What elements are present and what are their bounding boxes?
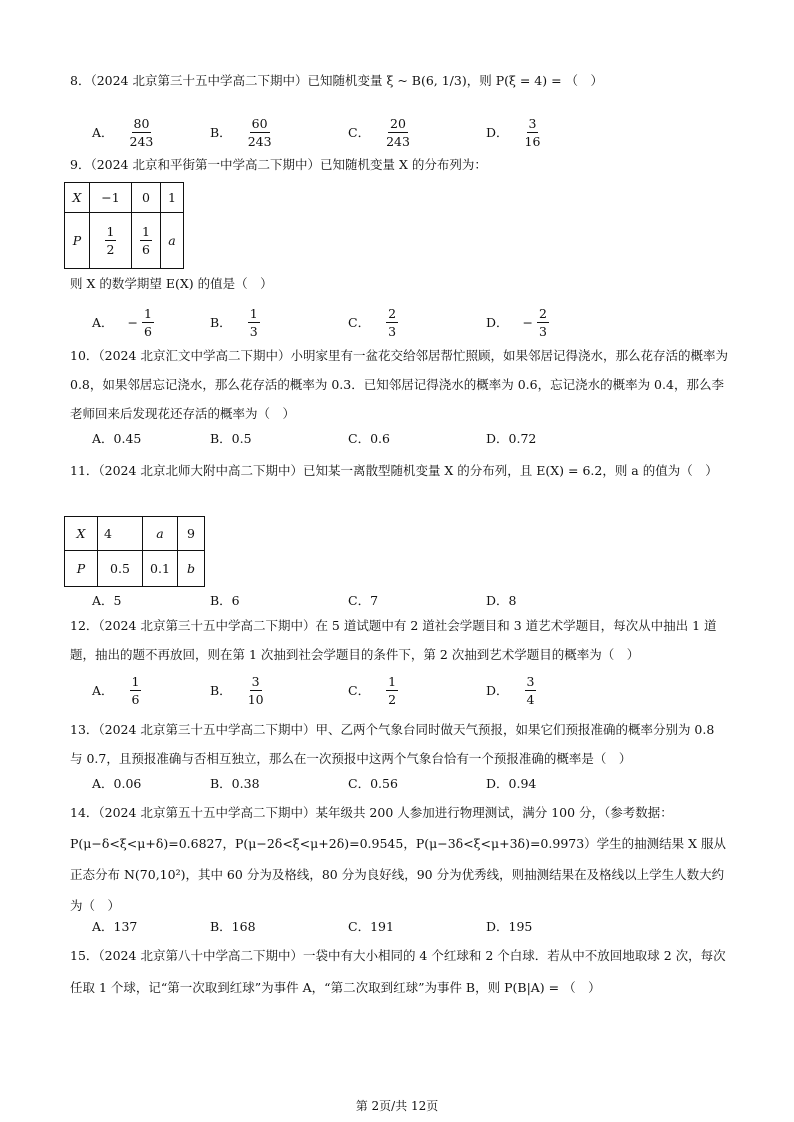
question-8-stem: 8．（2024 北京第三十五中学高二下期中）已知随机变量 ξ ~ B(6, 1/3)，则 P(ξ = 4) = （ ）	[70, 73, 604, 88]
page-number: 第 2页/共 12页	[355, 1099, 439, 1113]
option-b[interactable]: B． $\frac{1}{3}$	[210, 305, 258, 339]
option-a[interactable]: A．5	[92, 593, 122, 608]
table-cell: 0	[132, 183, 161, 213]
option-d[interactable]: D．0.72	[486, 431, 537, 446]
question-11-options	[92, 590, 712, 610]
option-a[interactable]: A． − $\frac{1}{6}$	[92, 305, 152, 339]
table-cell: $\frac{1}{6}$	[132, 213, 161, 269]
question-9-followup: 则 X 的数学期望 E(X) 的值是（ ）	[70, 276, 273, 291]
fraction: $\frac{3}{16}$	[524, 115, 541, 149]
option-b[interactable]: B．6	[210, 593, 240, 608]
option-d[interactable]: D．8	[486, 593, 517, 608]
distribution-table-q11	[64, 516, 205, 587]
option-c[interactable]: C．0.56	[348, 776, 398, 791]
option-c[interactable]: C． $\frac{2}{3}$	[348, 305, 397, 339]
question-10-stem: 10．（2024 北京汇文中学高二下期中）小明家里有一盆花交给邻居帮忙照顾，如果邻居记得浇水，那么花存活的概率为 0.8，如果邻居忘记浇水，那么花存活的概率为 0.3．已知邻居记得浇水的概率为 0.6，忘记浇水的概率为 0.4，那么李老师回来后发现花还存活的概率为（ ）	[70, 348, 728, 421]
table-cell: 4	[98, 517, 143, 551]
option-c[interactable]: C．191	[348, 919, 394, 934]
fraction: $\frac{60}{243}$	[247, 115, 272, 149]
table-cell: −1	[90, 183, 132, 213]
option-b[interactable]: B． $\frac{60}{243}$	[210, 115, 272, 149]
question-14-options	[92, 915, 712, 937]
fraction: $\frac{1}{2}$	[388, 673, 397, 707]
table-cell: X	[65, 517, 98, 551]
option-b[interactable]: B．0.5	[210, 431, 252, 446]
option-a[interactable]: A． $\frac{80}{243}$	[92, 115, 154, 149]
option-d[interactable]: D． $\frac{3}{4}$	[486, 673, 535, 707]
fraction: $\frac{20}{243}$	[386, 115, 410, 149]
option-b[interactable]: B． $\frac{3}{10}$	[210, 673, 264, 707]
question-9-stem: 9．（2024 北京和平街第一中学高二下期中）已知随机变量 X 的分布列为：	[70, 157, 487, 172]
table-cell: P	[65, 213, 90, 269]
option-a[interactable]: A． $\frac{1}{6}$	[92, 673, 140, 707]
option-a[interactable]: A．0.45	[92, 431, 142, 446]
option-c[interactable]: C．0.6	[348, 431, 390, 446]
table-cell: a	[143, 517, 178, 551]
fraction: $\frac{3}{4}$	[526, 673, 535, 707]
fraction: $\frac{2}{3}$	[539, 305, 547, 339]
fraction: $\frac{2}{3}$	[388, 305, 397, 339]
option-b[interactable]: B．168	[210, 919, 256, 934]
table-cell: 1	[161, 183, 184, 213]
question-12-options	[92, 670, 712, 710]
table-cell: 9	[178, 517, 205, 551]
option-c[interactable]: C．7	[348, 593, 379, 608]
option-d[interactable]: D． − $\frac{2}{3}$	[486, 305, 547, 339]
fraction: $\frac{1}{3}$	[249, 305, 258, 339]
option-a[interactable]: A．0.06	[92, 776, 142, 791]
fraction: $\frac{80}{243}$	[129, 115, 154, 149]
table-cell: 0.1	[143, 551, 178, 587]
question-13-options	[92, 772, 712, 794]
question-8-options	[92, 112, 712, 152]
question-11-stem: 11．（2024 北京北师大附中高二下期中）已知某一离散型随机变量 X 的分布列，且 E(X) = 6.2，则 a 的值为（ ）	[70, 463, 718, 478]
option-a[interactable]: A．137	[92, 919, 138, 934]
question-9-options	[92, 302, 712, 342]
option-d[interactable]: D． $\frac{3}{16}$	[486, 115, 541, 149]
fraction: $\frac{1}{6}$	[131, 673, 140, 707]
table-cell: b	[178, 551, 205, 587]
table-cell: 0.5	[98, 551, 143, 587]
option-d[interactable]: D．0.94	[486, 776, 537, 791]
fraction: $\frac{3}{10}$	[247, 673, 264, 707]
question-12-stem: 12．（2024 北京第三十五中学高二下期中）在 5 道试题中有 2 道社会学题目和 3 道艺术学题目，每次从中抽出 1 道题，抽出的题不再放回，则在第 1 次抽到社会学题目的条件下，第 2 次抽到艺术学题目的概率为（ ）	[70, 618, 717, 662]
option-b[interactable]: B．0.38	[210, 776, 260, 791]
question-15-stem: 15．（2024 北京第八十中学高二下期中）一袋中有大小相同的 4 个红球和 2 个白球．若从中不放回地取球 2 次，每次任取 1 个球，记“第一次取到红球”为事件 A，“第二次取到红球”为事件 B，则 P(B|A) = （ ）	[70, 948, 726, 995]
question-10-options	[92, 420, 712, 456]
option-c[interactable]: C． $\frac{20}{243}$	[348, 115, 410, 149]
option-d[interactable]: D．195	[486, 919, 533, 934]
table-cell: X	[65, 183, 90, 213]
fraction: $\frac{1}{6}$	[144, 305, 152, 339]
question-13-stem: 13．（2024 北京第三十五中学高二下期中）甲、乙两个气象台同时做天气预报，如果它们预报准确的概率分别为 0.8 与 0.7，且预报准确与否相互独立，那么在一次预报中这两个气象台恰有一个预报准确的概率是（ ）	[70, 722, 715, 766]
option-c[interactable]: C． $\frac{1}{2}$	[348, 673, 397, 707]
table-cell: $\frac{1}{2}$	[90, 213, 132, 269]
table-cell: a	[161, 213, 184, 269]
table-cell: P	[65, 551, 98, 587]
question-14-stem: 14．（2024 北京第五十五中学高二下期中）某年级共 200 人参加进行物理测试，满分 100 分，（参考数据：P(μ−δ<ξ<μ+δ)=0.6827，P(μ−2δ<ξ<μ+2δ)=0.9545，P(μ−3δ<ξ<μ+3δ)=0.9973）学生的抽测结果 X 服从正态分布 N(70,10²)，其中 60 分为及格线，80 分为良好线，90 分为优秀线，则抽测结果在及格线以上学生人数大约为（ ）	[70, 805, 727, 913]
distribution-table-q9	[64, 182, 184, 269]
